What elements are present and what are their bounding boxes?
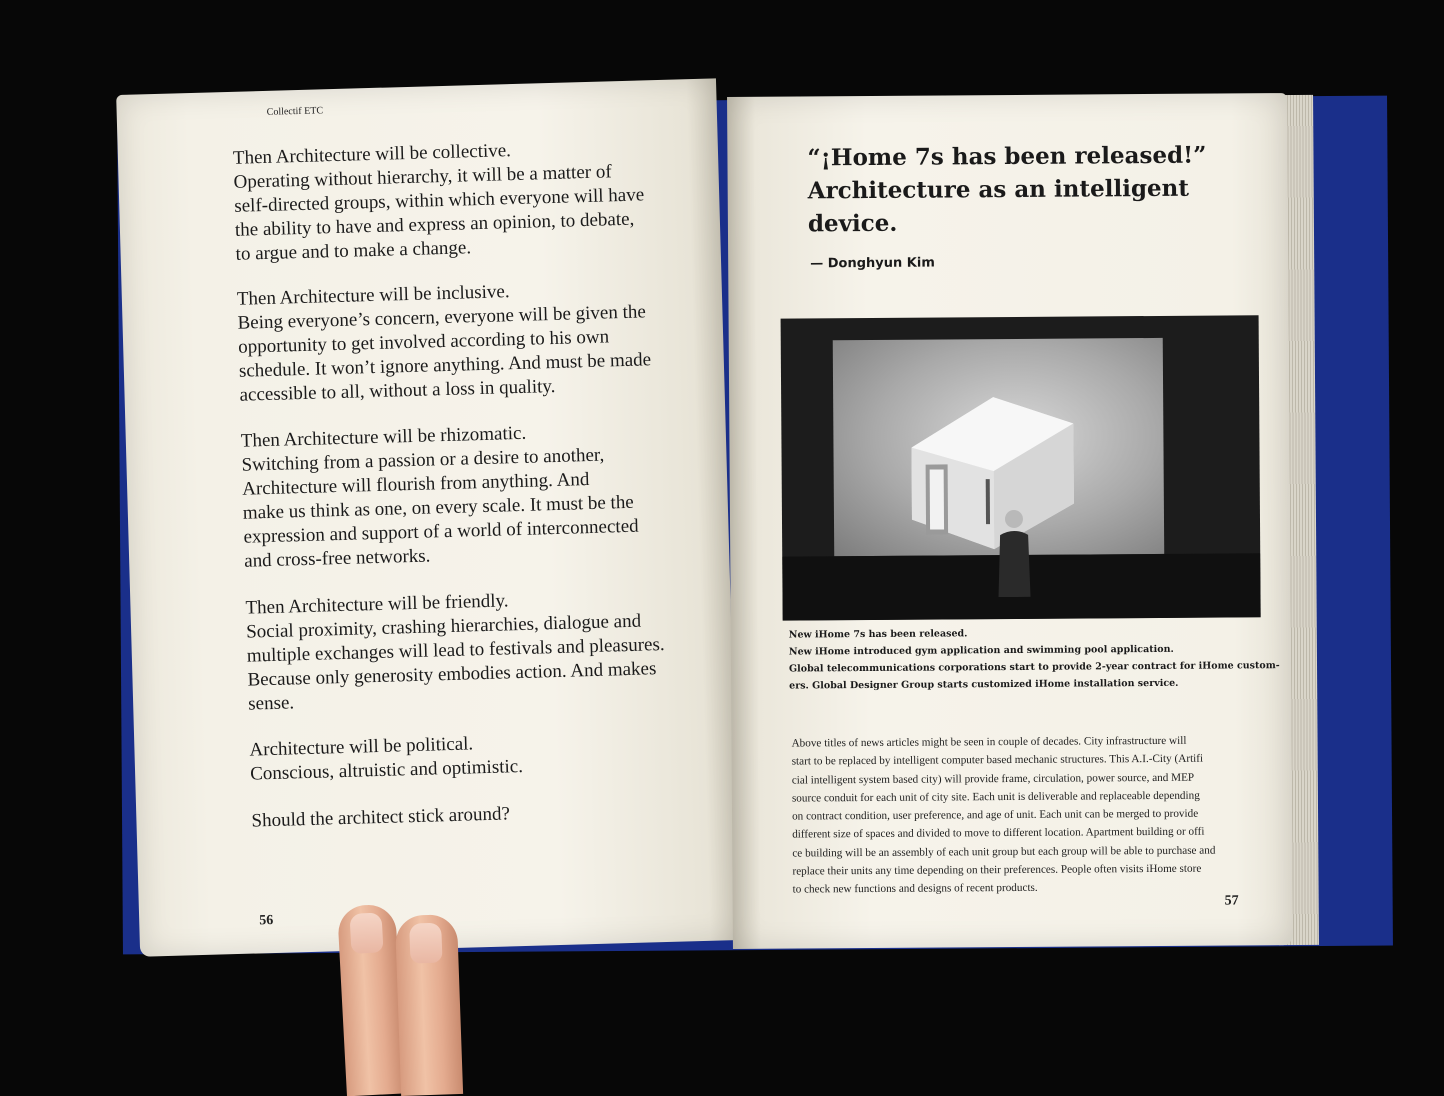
- body-line: to check new functions and designs of recent products.: [792, 882, 1038, 896]
- body-line: Above titles of news articles might be seen in couple of decades. City infrastructure will: [791, 734, 1187, 750]
- body-line: start to be replaced by intelligent computer based mechanic structures. This A.I.-City (Artifi: [791, 752, 1204, 768]
- paragraph-political: [249, 726, 710, 787]
- caption-line: ers. Global Designer Group starts customized iHome installation service.: [789, 677, 1179, 692]
- fingernail: [409, 923, 442, 964]
- title-line: Architecture as an intelligent: [807, 174, 1190, 205]
- text-line: Then Architecture will be collective.: [232, 140, 512, 169]
- finger-right: [395, 914, 463, 1096]
- text-line: Architecture will be political.: [249, 733, 474, 761]
- title-line: “¡Home 7s has been released!”: [807, 141, 1207, 172]
- page-number-left: 56: [259, 913, 274, 929]
- article-title: [807, 138, 1248, 240]
- paragraph-inclusive: [237, 275, 700, 408]
- text-line: Should the architect stick around?: [251, 803, 511, 832]
- photo-caption: [788, 623, 1280, 694]
- text-line: Then Architecture will be inclusive.: [236, 281, 510, 310]
- fingernail: [349, 912, 383, 954]
- text-line: Switching from a passion or a desire to another,: [241, 444, 605, 476]
- caption-line: New iHome 7s has been released.: [788, 628, 968, 641]
- text-line: and cross-free networks.: [243, 545, 431, 572]
- text-line: Social proximity, crashing hierarchies, dialogue and: [245, 610, 642, 643]
- body-line: replace their units any time depending on their preferences. People often visits iHome store: [792, 862, 1202, 878]
- title-line: device.: [807, 209, 898, 238]
- text-line: to argue and to make a change.: [235, 237, 472, 265]
- page-number-right: 57: [1224, 893, 1239, 909]
- article-photo: [781, 315, 1261, 620]
- paragraph-question: [251, 797, 711, 834]
- body-line: ce building will be an assembly of each unit group but each group will be able to purchase and: [792, 844, 1216, 860]
- text-line: Because only generosity embodies action. And makes: [247, 658, 657, 691]
- finger-left: [337, 904, 405, 1096]
- body-line: cial intelligent system based city) will provide frame, circulation, power source, and MEP: [791, 771, 1195, 787]
- text-line: make us think as one, on every scale. It must be the: [242, 491, 635, 524]
- caption-line: New iHome introduced gym application and swimming pool application.: [788, 643, 1174, 658]
- text-line: schedule. It won’t ignore anything. And must be made: [238, 349, 652, 382]
- body-line: source conduit for each unit of city site. Each unit is deliverable and replaceable depending: [791, 789, 1200, 805]
- article-body: [791, 731, 1272, 899]
- body-line: on contract condition, user preference, and age of unit. Each unit can be merged to provide: [792, 807, 1199, 823]
- right-page: [727, 93, 1293, 949]
- running-header: Collectif ETC: [266, 105, 324, 118]
- article-author: — Donghyun Kim: [810, 255, 935, 272]
- text-line: Then Architecture will be rhizomatic.: [240, 422, 527, 452]
- text-line: opportunity to get involved according to his own: [237, 326, 610, 358]
- text-line: accessible to all, without a loss in quality.: [239, 375, 556, 406]
- paragraph-rhizomatic: [241, 417, 705, 574]
- text-line: Operating without hierarchy, it will be a matter of: [233, 161, 612, 193]
- text-line: Then Architecture will be friendly.: [245, 590, 509, 619]
- caption-line: Global telecommunications corporations start to provide 2-year contract for iHome custom-: [788, 660, 1280, 675]
- paragraph-friendly: [245, 584, 708, 717]
- text-line: Architecture will flourish from anything. And: [241, 469, 590, 500]
- body-line: different size of spaces and divided to move to different location. Apartment building or offi: [792, 826, 1205, 842]
- presenter-figure: [994, 507, 1035, 597]
- text-line: self-directed groups, within which everyone will have: [234, 184, 645, 217]
- text-line: the ability to have and express an opinion, to debate,: [234, 208, 635, 241]
- text-line: sense.: [247, 692, 295, 715]
- text-line: multiple exchanges will lead to festivals and pleasures.: [246, 633, 665, 667]
- text-line: Being everyone’s concern, everyone will be given the: [237, 301, 647, 334]
- left-page: [116, 78, 740, 956]
- paragraph-collective: [233, 134, 696, 267]
- text-line: Conscious, altruistic and optimistic.: [249, 755, 524, 785]
- text-line: expression and support of a world of interconnected: [243, 515, 639, 548]
